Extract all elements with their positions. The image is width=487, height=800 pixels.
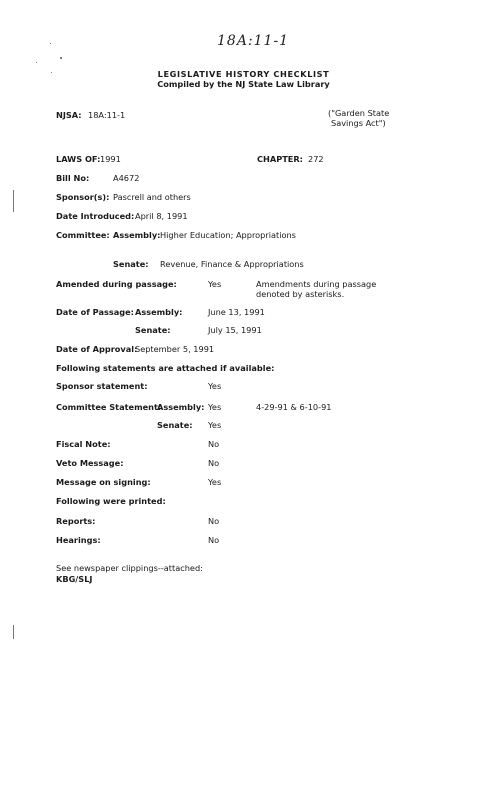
message-on-signing-value: Yes	[208, 477, 222, 487]
document-title: LEGISLATIVE HISTORY CHECKLIST	[157, 69, 330, 79]
amended-value: Yes	[208, 279, 222, 289]
committee-statement-label: Committee Statement:	[56, 402, 162, 412]
hearings-value: No	[208, 535, 220, 545]
sponsors-label: Sponsor(s):	[56, 192, 110, 202]
date-of-passage-label: Date of Passage:	[56, 307, 134, 317]
reports-label: Reports:	[56, 516, 96, 526]
bill-no-value: A4672	[113, 173, 140, 183]
committee-senate-label: Senate:	[113, 259, 149, 269]
statement-assembly-value: Yes	[208, 402, 222, 412]
laws-of-label: LAWS OF:	[56, 154, 101, 164]
statement-senate-label: Senate:	[157, 420, 193, 430]
njsa-value: 18A:11-1	[88, 110, 126, 120]
chapter-value: 272	[308, 154, 324, 164]
handwritten-reference: 18A:11-1	[217, 33, 290, 49]
amended-note-line2: denoted by asterisks.	[256, 289, 345, 299]
reports-value: No	[208, 516, 220, 526]
committee-label: Committee:	[56, 230, 110, 240]
scan-margin-mark	[13, 190, 14, 212]
initials: KBG/SLJ	[56, 574, 93, 584]
passage-assembly-value: June 13, 1991	[208, 307, 265, 317]
laws-of-value: 1991	[100, 154, 121, 164]
sponsors-value: Pascrell and others	[113, 192, 191, 202]
committee-assembly-label: Assembly:	[113, 230, 161, 240]
scan-speck	[36, 62, 37, 63]
veto-message-label: Veto Message:	[56, 458, 124, 468]
bill-no-label: Bill No:	[56, 173, 90, 183]
committee-senate-value: Revenue, Finance & Appropriations	[160, 259, 304, 269]
njsa-note-line1: ("Garden State	[328, 108, 390, 118]
clippings-note: See newspaper clippings--attached:	[56, 563, 203, 573]
date-introduced-label: Date Introduced:	[56, 211, 135, 221]
fiscal-note-label: Fiscal Note:	[56, 439, 111, 449]
scan-speck	[60, 57, 62, 59]
veto-message-value: No	[208, 458, 220, 468]
chapter-label: CHAPTER:	[257, 154, 303, 164]
date-of-approval-value: September 5, 1991	[135, 344, 215, 354]
scan-margin-mark	[13, 625, 14, 639]
sponsor-statement-value: Yes	[208, 381, 222, 391]
committee-assembly-value: Higher Education; Appropriations	[160, 230, 296, 240]
message-on-signing-label: Message on signing:	[56, 477, 151, 487]
passage-senate-label: Senate:	[135, 325, 171, 335]
document-subtitle: Compiled by the NJ State Law Library	[157, 79, 330, 89]
statement-assembly-dates: 4-29-91 & 6-10-91	[256, 402, 332, 412]
passage-assembly-label: Assembly:	[135, 307, 183, 317]
scan-speck	[50, 43, 51, 44]
statement-assembly-label: Assembly:	[157, 402, 205, 412]
njsa-label: NJSA:	[56, 110, 82, 120]
njsa-note-line2: Savings Act")	[331, 118, 386, 128]
statements-heading: Following statements are attached if available:	[56, 363, 275, 373]
printed-heading: Following were printed:	[56, 496, 166, 506]
amended-note-line1: Amendments during passage	[256, 279, 377, 289]
date-of-approval-label: Date of Approval:	[56, 344, 138, 354]
amended-label: Amended during passage:	[56, 279, 177, 289]
passage-senate-value: July 15, 1991	[208, 325, 262, 335]
sponsor-statement-label: Sponsor statement:	[56, 381, 148, 391]
fiscal-note-value: No	[208, 439, 220, 449]
statement-senate-value: Yes	[208, 420, 222, 430]
date-introduced-value: April 8, 1991	[135, 211, 188, 221]
hearings-label: Hearings:	[56, 535, 101, 545]
